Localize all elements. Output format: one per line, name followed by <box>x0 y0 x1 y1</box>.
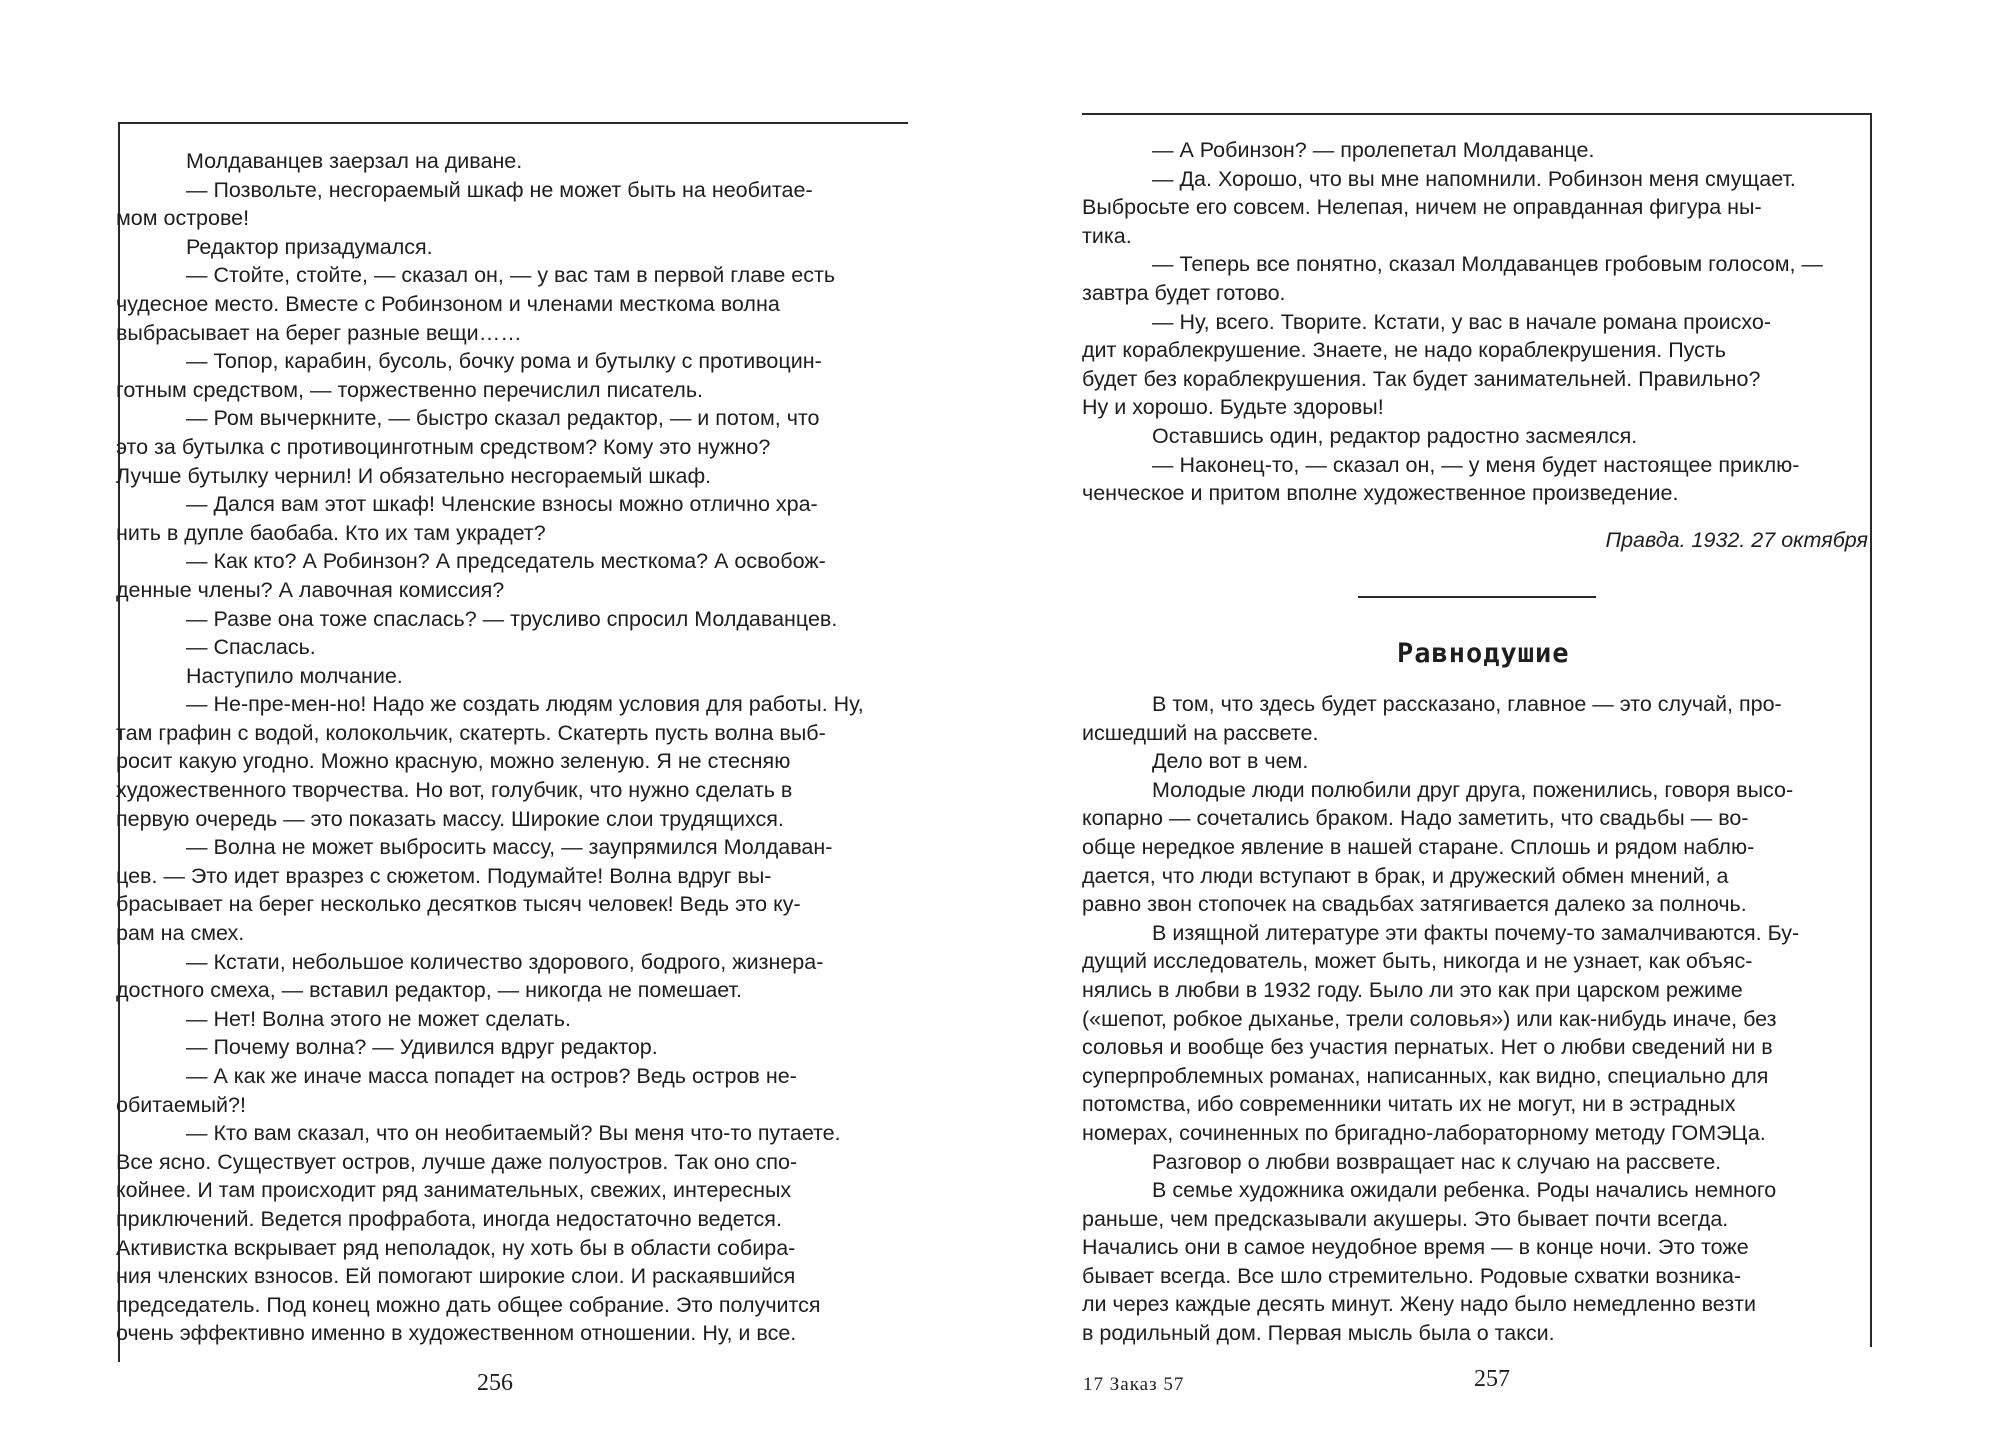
text-line: председатель. Под конец можно дать общее собрание. Это получится <box>116 1292 821 1317</box>
text-line: выбрасывает на берег разные вещи…… <box>116 320 522 345</box>
text-line: Редактор призадумался. <box>186 234 433 259</box>
text-line: — Наконец-то, — сказал он, — у меня будет настоящее приклю- <box>1152 452 1800 477</box>
text-line: В том, что здесь будет рассказано, главное — это случай, про- <box>1152 692 1782 716</box>
text-line: потомства, ибо современники читать их не могут, ни в эстрадных <box>1082 1092 1736 1117</box>
text-line: — Дался вам этот шкаф! Членские взносы можно отлично хра- <box>186 492 818 517</box>
text-line: дается, что люди вступают в брак, и дружеский обмен мнений, а <box>1082 863 1729 888</box>
text-line: ли через каждые десять минут. Жену надо было немедленно везти <box>1082 1292 1756 1317</box>
text-line: — Разве она тоже спаслась? — трусливо спросил Молдаванцев. <box>186 606 838 631</box>
text-line: Молдаванцев заерзал на диване. <box>186 149 523 173</box>
text-line: («шепот, робкое дыханье, трели соловья») или как-нибудь иначе, без <box>1082 1006 1777 1031</box>
text-line: — Топор, карабин, бусоль, бочку рома и бутылку с противоцин- <box>186 349 822 374</box>
text-line: — Кто вам сказал, что он необитаемый? Вы меня что-то путаете. <box>186 1121 841 1146</box>
text-line: готным средством, — торжественно перечислил писатель. <box>116 377 704 402</box>
text-line: — Не-пре-мен-но! Надо же создать людям условия для работы. Ну, <box>186 692 864 717</box>
text-line: — Почему волна? — Удивился вдруг редактор. <box>186 1035 658 1060</box>
text-line: росит какую угодно. Можно красную, можно зеленую. Я не стесняю <box>116 749 791 774</box>
text-line: достного смеха, — вставил редактор, — никогда не помешает. <box>116 978 742 1003</box>
text-line: денные члены? А лавочная комиссия? <box>116 577 505 602</box>
right-page-right-rule <box>1870 113 1872 1347</box>
text-line: первую очередь — это показать массу. Широкие слои трудящихся. <box>116 806 784 831</box>
text-line: брасывает на берег несколько десятков тысяч человек! Ведь это ку- <box>116 892 801 917</box>
text-line: завтра будет готово. <box>1082 280 1286 305</box>
text-line: — Стойте, стойте, — сказал он, — у вас там в первой главе есть <box>186 263 836 288</box>
text-line: — Нет! Волна этого не может сделать. <box>186 1006 571 1031</box>
text-line: нить в дупле баобаба. Кто их там украдет? <box>116 520 546 545</box>
chapter-title: Равнодушие <box>1397 638 1570 669</box>
text-line: Активистка вскрывает ряд неполадок, ну хоть бы в области собира- <box>116 1235 796 1260</box>
text-line: приключений. Ведется профработа, иногда недостаточно ведется. <box>116 1206 782 1231</box>
text-line: цев. — Это идет вразрез с сюжетом. Подумайте! Волна вдруг вы- <box>116 863 772 888</box>
text-line: обитаемый?! <box>116 1092 246 1117</box>
text-line: — Спаслась. <box>186 635 316 660</box>
text-line: равно звон стопочек на свадьбах затягивается далеко за полночь. <box>1082 892 1747 917</box>
text-line: — Ром вычеркните, — быстро сказал редактор, — и потом, что <box>186 406 820 431</box>
text-line: Начались они в самое неудобное время — в конце ночи. Это тоже <box>1082 1235 1749 1260</box>
text-line: Все ясно. Существует остров, лучше даже полуостров. Так оно спо- <box>116 1149 798 1174</box>
text-line: исшедший на рассвете. <box>1082 720 1319 745</box>
text-line: очень эффективно именно в художественном отношении. Ну, и все. <box>116 1321 797 1346</box>
text-line: в родильный дом. Первая мысль была о такси. <box>1082 1321 1555 1346</box>
text-line: чудесное место. Вместе с Робинзоном и членами месткома волна <box>116 291 780 316</box>
text-line: Наступило молчание. <box>186 663 403 688</box>
text-line: суперпроблемных романах, написанных, как видно, специально для <box>1082 1063 1769 1088</box>
text-line: это за бутылка с противоцинготным средством? Кому это нужно? <box>116 434 771 459</box>
text-line: рам на смех. <box>116 921 245 946</box>
left-page-number: 256 <box>477 1370 513 1396</box>
text-line: номерах, сочиненных по бригадно-лабораторному методу ГОМЭЦа. <box>1082 1120 1766 1145</box>
text-line: Оставшись один, редактор радостно засмеялся. <box>1152 423 1638 448</box>
text-line: Разговор о любви возвращает нас к случаю на рассвете. <box>1152 1149 1722 1174</box>
text-line: Дело вот в чем. <box>1152 749 1309 774</box>
text-line: Ну и хорошо. Будьте здоровы! <box>1082 395 1384 420</box>
text-line: обще нередкое явление в нашей старане. Сплошь и рядом наблю- <box>1082 834 1755 859</box>
text-line: — Кстати, небольшое количество здорового, бодрого, жизнера- <box>186 949 824 974</box>
text-line: ченческое и притом вполне художественное произведение. <box>1082 481 1679 506</box>
text-line: койнее. И там происходит ряд занимательных, свежих, интересных <box>116 1178 792 1203</box>
text-line: — А Робинзон? — пролепетал Молдаванце. <box>1152 138 1595 162</box>
right-page-number: 257 <box>1474 1366 1510 1392</box>
text-line: тика. <box>1082 223 1132 248</box>
text-line: — Позвольте, несгораемый шкаф не может быть на необитае- <box>186 177 813 202</box>
text-line: В изящной литературе эти факты почему-то замалчиваются. Бу- <box>1152 920 1800 945</box>
text-line: там графин с водой, колокольчик, скатерть. Скатерть пусть волна выб- <box>116 720 826 745</box>
text-line: дит кораблекрушение. Знаете, не надо кораблекрушения. Пусть <box>1082 338 1726 363</box>
text-line: — Как кто? А Робинзон? А председатель месткома? А освобож- <box>186 549 826 574</box>
text-line: Молодые люди полюбили друг друга, поженились, говоря высо- <box>1152 777 1794 802</box>
text-line: нялись в любви в 1932 году. Было ли это как при царском режиме <box>1082 977 1743 1002</box>
text-line: Лучше бутылку чернил! И обязательно несгораемый шкаф. <box>116 463 712 488</box>
left-page-top-rule <box>118 122 908 124</box>
text-line: раньше, чем предсказывали акушеры. Это бывает почти всегда. <box>1082 1206 1729 1231</box>
right-page-text-bottom <box>1082 690 1799 1348</box>
text-line: — Волна не может выбросить массу, — заупрямился Молдаван- <box>186 835 833 860</box>
text-line: — Теперь все понятно, сказал Молдаванцев гробовым голосом, — <box>1152 252 1823 277</box>
text-line: — Да. Хорошо, что вы мне напомнили. Робинзон меня смущает. <box>1152 166 1796 191</box>
text-line: ния членских взносов. Ей помогают широкие слои. И раскаявшийся <box>116 1264 796 1289</box>
text-line: соловья и вообще без участия пернатых. Нет о любви сведений ни в <box>1082 1035 1773 1060</box>
text-line: копарно — сочетались браком. Надо заметить, что свадьбы — во- <box>1082 806 1749 831</box>
text-line: дущий исследователь, может быть, никогда и не узнает, как объяс- <box>1082 949 1753 974</box>
printer-signature: 17 Заказ 57 <box>1083 1374 1185 1395</box>
text-line: будет без кораблекрушения. Так будет занимательней. Правильно? <box>1082 366 1761 391</box>
text-line: — А как же иначе масса попадет на остров? Ведь остров не- <box>186 1064 797 1088</box>
text-line: бывает всегда. Все шло стремительно. Родовые схватки возника- <box>1082 1263 1742 1288</box>
source-citation: Правда. 1932. 27 октября <box>1605 528 1868 552</box>
section-separator <box>1358 596 1596 598</box>
right-page-top-rule <box>1082 113 1872 115</box>
text-line: В семье художника ожидали ребенка. Роды начались немного <box>1152 1178 1777 1203</box>
left-page-text <box>116 147 864 1348</box>
text-line: — Ну, всего. Творите. Кстати, у вас в начале романа происхо- <box>1152 309 1772 334</box>
text-line: художественного творчества. Но вот, голубчик, что нужно сделать в <box>116 778 793 803</box>
text-line: мом острове! <box>116 206 250 231</box>
text-line: Выбросьте его совсем. Нелепая, ничем не оправданная фигура ны- <box>1082 195 1762 220</box>
right-page-text-top <box>1082 136 1823 508</box>
